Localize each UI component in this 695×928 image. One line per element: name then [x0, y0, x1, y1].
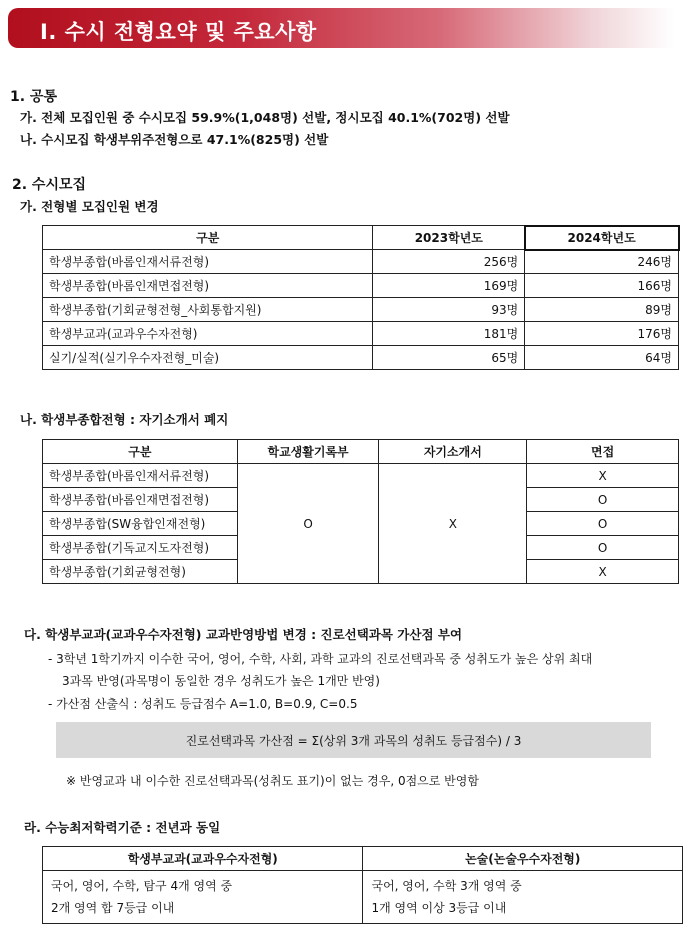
- table-row: [43, 274, 679, 298]
- table-cell: 학생부종합(바롬인재면접전형): [43, 274, 373, 298]
- table-cell: 93명: [373, 298, 525, 322]
- table-cell: 65명: [373, 346, 525, 370]
- cell-line: 2개 영역 합 7등급 이내: [51, 901, 175, 915]
- table-header: 자기소개서: [379, 440, 527, 464]
- csat-table: [42, 846, 683, 924]
- table-header-highlight: 2024학년도: [525, 226, 679, 250]
- table-cell: [43, 871, 363, 924]
- table-cell: 166명: [525, 274, 679, 298]
- sec2-c-title: 다. 학생부교과(교과우수자전형) 교과반영방법 변경 : 진로선택과목 가산점 부여: [24, 627, 463, 642]
- sec1-line-b: 나. 수시모집 학생부위주전형으로 47.1%(825명) 선발: [20, 132, 329, 147]
- table-header: 논술(논술우수자전형): [363, 847, 683, 871]
- table-row: [43, 346, 679, 370]
- table-cell: [363, 871, 683, 924]
- table-cell: 학생부교과(교과우수자전형): [43, 322, 373, 346]
- sec2-d-title: 라. 수능최저학력기준 : 전년과 동일: [24, 820, 221, 835]
- table-cell: X: [527, 464, 679, 488]
- table-cell: 89명: [525, 298, 679, 322]
- table-cell: 실기/실적(실기우수자전형_미술): [43, 346, 373, 370]
- formula-box: [56, 722, 651, 758]
- table-header-row: [43, 440, 679, 464]
- table-cell: 학생부종합(바롬인재서류전형): [43, 250, 373, 274]
- table-header: 학생부교과(교과우수자전형): [43, 847, 363, 871]
- table-cell: O: [527, 488, 679, 512]
- table-cell: 176명: [525, 322, 679, 346]
- table-cell: 학생부종합(기회균형전형_사회통합지원): [43, 298, 373, 322]
- section-2-title: 2. 수시모집: [12, 177, 87, 193]
- table-header: 구분: [43, 440, 238, 464]
- sec2-c-bullet1-line2: 3과목 반영(과목명이 동일한 경우 성취도가 높은 1개만 반영): [62, 674, 380, 688]
- table-cell: 181명: [373, 322, 525, 346]
- merged-essay-cell: X: [379, 464, 527, 584]
- table-header-row: [43, 226, 679, 250]
- section-1-title: 1. 공통: [10, 89, 57, 105]
- note-text: ※ 반영교과 내 이수한 진로선택과목(성취도 표기)이 없는 경우, 0점으로 반영함: [66, 774, 479, 788]
- cell-line: 1개 영역 이상 3등급 이내: [371, 901, 507, 915]
- table-row: [43, 871, 683, 924]
- sec2-a-title: 가. 전형별 모집인원 변경: [20, 199, 159, 214]
- table-header: 구분: [43, 226, 373, 250]
- merged-record-cell: O: [237, 464, 379, 584]
- table-cell: O: [527, 512, 679, 536]
- banner-title: Ⅰ. 수시 전형요약 및 주요사항: [40, 20, 317, 44]
- cell-line: 국어, 영어, 수학, 탐구 4개 영역 중: [51, 879, 233, 893]
- table-header: 학교생활기록부: [237, 440, 379, 464]
- sec2-c-bullet1-line1: - 3학년 1학기까지 이수한 국어, 영어, 수학, 사회, 과학 교과의 진로선택과목 중 성취도가 높은 상위 최대: [48, 652, 593, 666]
- sec1-line-a: 가. 전체 모집인원 중 수시모집 59.9%(1,048명) 선발, 정시모집 40.1%(702명) 선발: [20, 110, 510, 125]
- table-cell: 256명: [373, 250, 525, 274]
- table-row: [43, 322, 679, 346]
- section-banner: [8, 8, 674, 48]
- table-header: 면접: [527, 440, 679, 464]
- cell-line: 국어, 영어, 수학 3개 영역 중: [371, 879, 522, 893]
- quota-table: [42, 225, 679, 370]
- table-cell: 학생부종합(SW융합인재전형): [43, 512, 238, 536]
- sec2-b-title: 나. 학생부종합전형 : 자기소개서 폐지: [20, 412, 229, 427]
- table-cell: O: [527, 536, 679, 560]
- table-row: [43, 250, 679, 274]
- table-cell: 학생부종합(기회균형전형): [43, 560, 238, 584]
- table-cell: 학생부종합(바롬인재면접전형): [43, 488, 238, 512]
- formula-text: 진로선택과목 가산점 = Σ(상위 3개 과목의 성취도 등급점수) / 3: [185, 733, 522, 748]
- essay-table: [42, 439, 679, 584]
- table-row: [43, 464, 679, 488]
- table-cell: 169명: [373, 274, 525, 298]
- table-cell: 학생부종합(기독교지도자전형): [43, 536, 238, 560]
- table-cell: 학생부종합(바롬인재서류전형): [43, 464, 238, 488]
- sec2-c-bullet2: - 가산점 산출식 : 성취도 등급점수 A=1.0, B=0.9, C=0.5: [48, 697, 358, 711]
- table-row: [43, 298, 679, 322]
- table-cell: X: [527, 560, 679, 584]
- table-header: 2023학년도: [373, 226, 525, 250]
- table-cell: 246명: [525, 250, 679, 274]
- table-cell: 64명: [525, 346, 679, 370]
- table-header-row: [43, 847, 683, 871]
